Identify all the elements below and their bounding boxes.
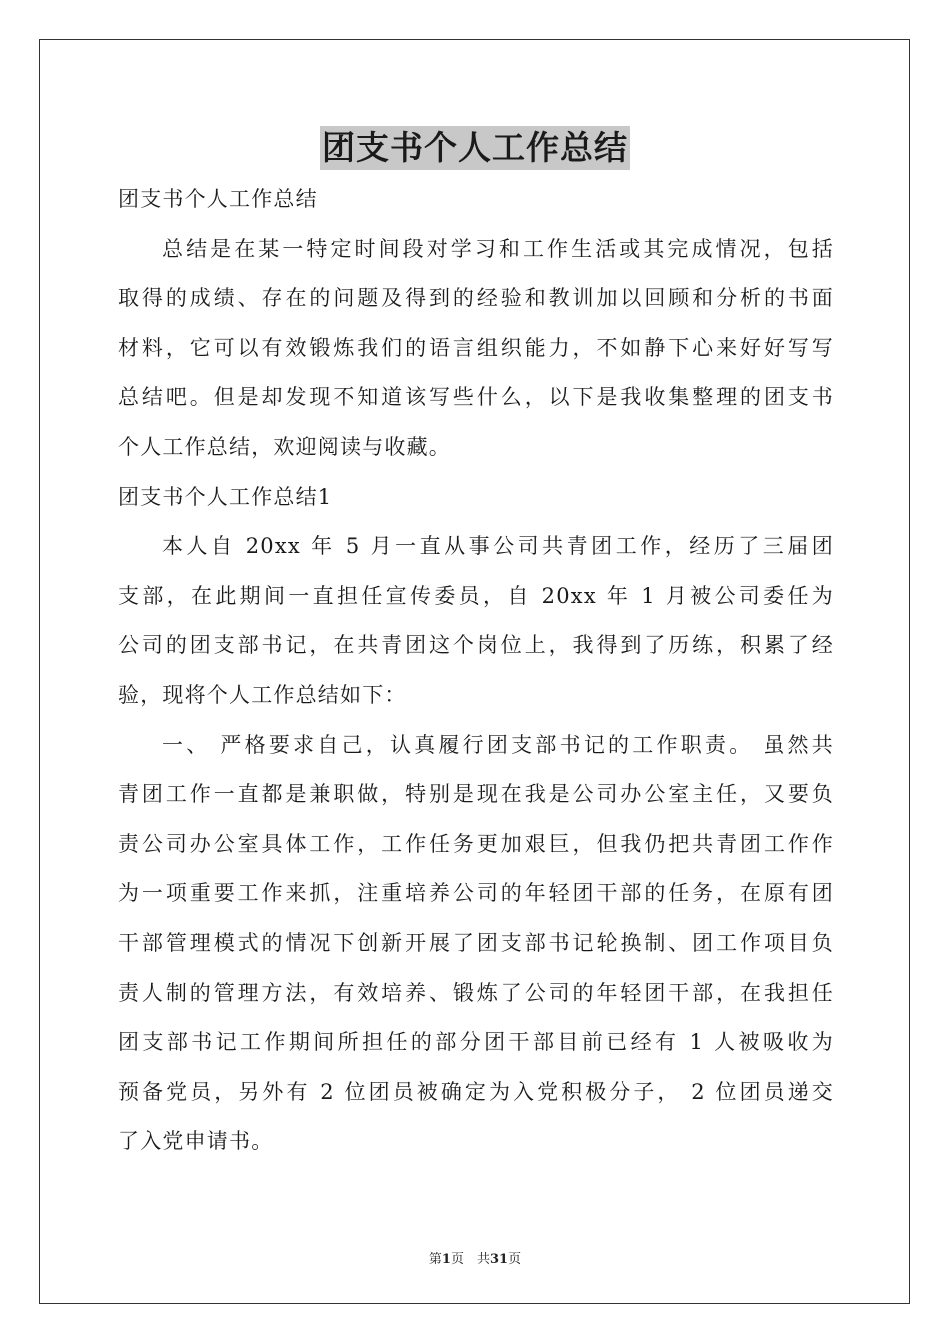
paragraph-line: 总结是在某一特定时间段对学习和工作生活或其完成情况，包括 bbox=[162, 236, 834, 261]
total-pages-number: 31 bbox=[489, 1252, 509, 1267]
paragraph-line: 青团工作一直都是兼职做，特别是现在我是公司办公室主任，又要负 bbox=[118, 782, 834, 807]
title-container bbox=[0, 126, 950, 170]
paragraph-line: 个人工作总结，欢迎阅读与收藏。 bbox=[118, 434, 451, 459]
document-title: 团支书个人工作总结 bbox=[320, 126, 630, 170]
paragraph-line: 了入党申请书。 bbox=[118, 1129, 274, 1154]
paragraph-line: 一、 严格要求自己，认真履行团支部书记的工作职责。 虽然共 bbox=[162, 732, 834, 757]
document-body bbox=[118, 175, 834, 1167]
page-footer bbox=[0, 1248, 950, 1267]
footer-suffix: 页 bbox=[508, 1252, 522, 1267]
subtitle-line: 团支书个人工作总结 bbox=[118, 187, 318, 211]
paragraph-line: 预备党员，另外有 2 位团员被确定为入党积极分子， 2 位团员递交 bbox=[118, 1079, 834, 1104]
current-page-number: 1 bbox=[441, 1252, 451, 1267]
paragraph-line: 公司的团支部书记，在共青团这个岗位上，我得到了历练，积累了经 bbox=[118, 633, 834, 658]
paragraph-line: 本人自 20xx 年 5 月一直从事公司共青团工作，经历了三届团 bbox=[162, 534, 834, 559]
footer-mid: 页 共 bbox=[450, 1252, 490, 1267]
paragraph-line: 干部管理模式的情况下创新开展了团支部书记轮换制、团工作项目负 bbox=[118, 930, 834, 955]
paragraph-line: 责公司办公室具体工作，工作任务更加艰巨，但我仍把共青团工作作 bbox=[118, 831, 834, 856]
paragraph-line: 总结吧。但是却发现不知道该写些什么，以下是我收集整理的团支书 bbox=[118, 385, 834, 410]
paragraph-line: 团支部书记工作期间所担任的部分团干部目前已经有 1 人被吸收为 bbox=[118, 1030, 834, 1055]
paragraph-line: 责人制的管理方法，有效培养、锻炼了公司的年轻团干部，在我担任 bbox=[118, 980, 834, 1005]
paragraph-line: 材料，它可以有效锻炼我们的语言组织能力，不如静下心来好好写写 bbox=[118, 335, 834, 360]
paragraph-line: 为一项重要工作来抓，注重培养公司的年轻团干部的任务，在原有团 bbox=[118, 881, 834, 906]
paragraph-line: 支部，在此期间一直担任宣传委员，自 20xx 年 1 月被公司委任为 bbox=[118, 583, 834, 608]
paragraph-line: 取得的成绩、存在的问题及得到的经验和教训加以回顾和分析的书面 bbox=[118, 286, 834, 311]
paragraph-line: 验，现将个人工作总结如下： bbox=[118, 682, 407, 707]
footer-prefix: 第 bbox=[428, 1252, 442, 1267]
section-heading: 团支书个人工作总结1 bbox=[118, 484, 333, 509]
